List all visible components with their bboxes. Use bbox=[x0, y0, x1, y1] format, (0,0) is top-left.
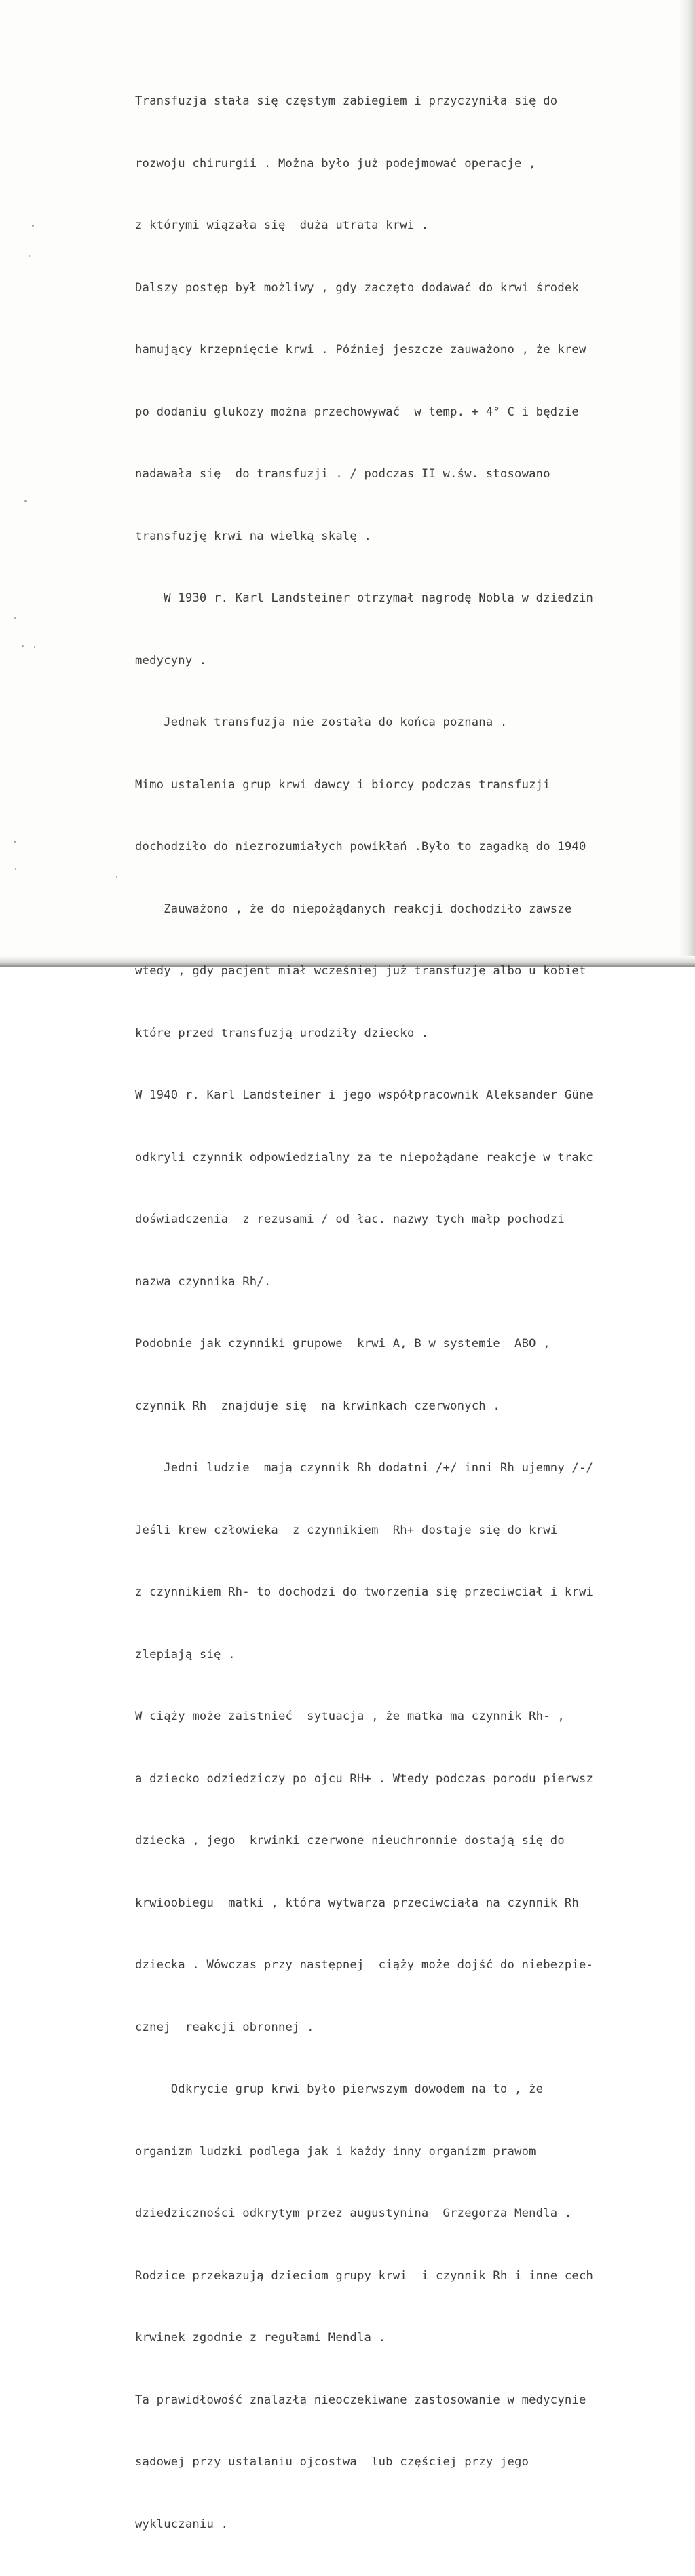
text-line: krwinek zgodnie z regułami Mendla . bbox=[135, 2331, 386, 2344]
text-line: doświadczenia z rezusami / od łac. nazwy tych małp pochodzi bbox=[135, 1213, 565, 1226]
margin-speck bbox=[116, 876, 117, 878]
text-line: dziedziczności odkrytym przez augustynina Grzegorza Mendla . bbox=[135, 2207, 572, 2220]
text-line: sądowej przy ustalaniu ojcostwa lub częściej przy jego bbox=[135, 2455, 529, 2469]
margin-speck bbox=[34, 646, 35, 648]
scan-right-edge-shadow bbox=[679, 0, 695, 967]
text-line: Rodzice przekazują dzieciom grupy krwi i czynnik Rh i inne cech bbox=[135, 2268, 594, 2283]
text-line: wtedy , gdy pacjent miał wcześniej już transfuzję albo u kobiet bbox=[135, 964, 586, 978]
text-line: Mimo ustalenia grup krwi dawcy i biorcy podczas transfuzji bbox=[135, 777, 550, 792]
margin-speck bbox=[32, 225, 34, 227]
text-line: W ciąży może zaistnieć sytuacja , że matka ma czynnik Rh- , bbox=[135, 1710, 565, 1723]
text-line: dziecka , jego krwinki czerwone nieuchronnie dostają się do bbox=[135, 1834, 565, 1847]
text-line: hamujący krzepnięcie krwi . Później jeszcze zauważono , że krew bbox=[135, 343, 586, 356]
margin-speck bbox=[14, 617, 16, 619]
text-line: czynnik Rh znajduje się na krwinkach czerwonych . bbox=[135, 1399, 500, 1413]
text-line: W 1940 r. Karl Landsteiner i jego współpracownik Aleksander Güne bbox=[135, 1088, 594, 1102]
text-line: a dziecko odziedziczy po ojcu RH+ . Wtedy podczas porodu pierwsz bbox=[135, 1771, 594, 1786]
text-line: medycyny . bbox=[135, 653, 207, 667]
text-line: dziecka . Wówczas przy następnej ciąży może dojść do niebezpie- bbox=[135, 1958, 594, 1972]
typewritten-text bbox=[135, 50, 671, 2576]
text-line: organizm ludzki podlega jak i każdy inny organizm prawom bbox=[135, 2144, 536, 2158]
margin-speck bbox=[14, 841, 16, 843]
text-line: wykluczaniu . bbox=[135, 2517, 229, 2531]
text-line: Transfuzja stała się częstym zabiegiem i przyczyniła się do bbox=[135, 94, 558, 108]
text-line: odkryli czynnik odpowiedzialny za te niepożądane reakcje w trakc bbox=[135, 1150, 594, 1164]
text-line: Dalszy postęp był możliwy , gdy zaczęto dodawać do krwi środek bbox=[135, 280, 579, 295]
text-line: nadawała się do transfuzji . / podczas II w.św. stosowano bbox=[135, 467, 550, 481]
text-line: Jedni ludzie mają czynnik Rh dodatni /+/ inni Rh ujemny /-/ bbox=[135, 1461, 594, 1475]
text-line: które przed transfuzją urodziły dziecko . bbox=[135, 1026, 429, 1040]
margin-speck bbox=[15, 868, 16, 870]
margin-speck bbox=[24, 500, 27, 502]
text-line: Podobnie jak czynniki grupowe krwi A, B w systemie ABO , bbox=[135, 1337, 550, 1350]
text-line: z czynnikiem Rh- to dochodzi do tworzenia się przeciwciał i krwi bbox=[135, 1585, 594, 1599]
text-line: Jeśli krew człowieka z czynnikiem Rh+ dostaje się do krwi bbox=[135, 1523, 558, 1537]
text-line: nazwa czynnika Rh/. bbox=[135, 1274, 271, 1289]
text-line: Odkrycie grup krwi było pierwszym dowodem na to , że bbox=[135, 2082, 544, 2096]
text-line: Zauważono , że do niepożądanych reakcji dochodziło zawsze bbox=[135, 902, 572, 916]
text-line: zlepiają się . bbox=[135, 1647, 236, 1661]
margin-speck bbox=[22, 645, 24, 647]
text-line: transfuzję krwi na wielką skalę . bbox=[135, 529, 372, 543]
text-line: krwioobiegu matki , która wytwarza przeciwciała na czynnik Rh bbox=[135, 1896, 579, 1910]
text-line: W 1930 r. Karl Landsteiner otrzymał nagrodę Nobla w dziedzin bbox=[135, 591, 594, 605]
text-line: z którymi wiązała się duża utrata krwi . bbox=[135, 219, 429, 232]
text-line: cznej reakcji obronnej . bbox=[135, 2020, 314, 2034]
margin-speck bbox=[29, 255, 30, 257]
text-line: rozwoju chirurgii . Można było już podejmować operacje , bbox=[135, 156, 536, 170]
text-line: Ta prawidłowość znalazła nieoczekiwane zastosowanie w medycynie bbox=[135, 2393, 586, 2407]
text-line: dochodziło do niezrozumiałych powikłań .Było to zagadką do 1940 bbox=[135, 840, 586, 853]
text-line: po dodaniu glukozy można przechowywać w temp. + 4° C i będzie bbox=[135, 405, 579, 419]
text-line: Jednak transfuzja nie została do końca poznana . bbox=[135, 716, 508, 729]
